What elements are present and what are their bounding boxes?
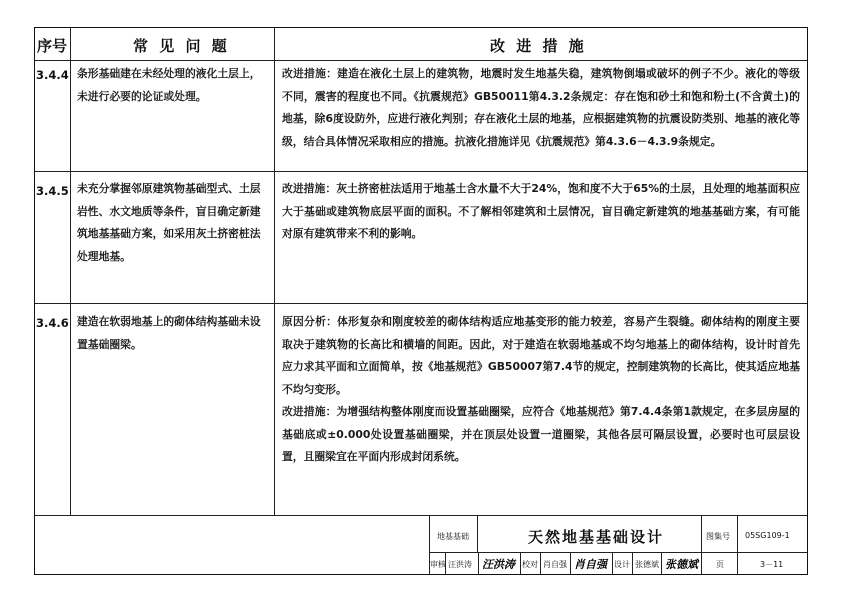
tb-divider	[520, 553, 521, 574]
tb-check-name: 肖自强	[543, 560, 567, 569]
row-problem: 建造在软弱地基上的砌体结构基础未设置基础圈梁。	[77, 315, 261, 351]
header-problem: 常 见 问 题	[133, 37, 230, 55]
measure-tag: 改进措施：	[282, 405, 337, 418]
col-divider-2	[274, 28, 275, 515]
measure-tag: 改进措施：	[282, 182, 337, 195]
tb-design-name: 张德斌	[635, 560, 659, 569]
tb-divider	[701, 516, 702, 574]
header-bottom-rule	[35, 60, 807, 61]
tb-divider	[540, 553, 541, 574]
table-bottom-rule	[35, 515, 807, 516]
header-measure: 改 进 措 施	[490, 37, 587, 55]
tb-review-name: 汪洪涛	[448, 560, 472, 569]
row-measure	[282, 63, 800, 153]
tb-page-label: 页	[716, 560, 724, 569]
cause-text: 体形复杂和刚度较差的砌体结构适应地基变形的能力较差，容易产生裂缝。砌体结构的刚度主要取决于建筑物的长高比和横墙的间距。因此，对于建造在软弱地基或不均匀地基上的砌体结构，设计时首先应力求其平面和立面简单，按《地基规范》GB50007第7.4节的规定，控制建筑物的长高比，使其适应地基不均匀变形。	[282, 315, 801, 396]
tb-design-signature: 张德斌	[665, 558, 698, 571]
tb-divider	[478, 553, 479, 574]
row-number: 3.4.6	[36, 316, 69, 330]
cause-tag: 原因分析：	[282, 315, 338, 328]
tb-check-label: 校对	[522, 560, 538, 569]
row-problem: 条形基础建在未经处理的液化土层上，未进行必要的论证或处理。	[77, 67, 261, 103]
tb-divider	[477, 516, 478, 552]
measure-text: 为增强结构整体刚度而设置基础圈梁，应符合《地基规范》第7.4.4条第1款规定，在多层房屋的基础底或±0.000处设置基础圈梁，并在顶层处设置一道圈梁，其他各层可隔层设置，必要时也可层层设置，且圈梁宜在平面内形成封闭系统。	[282, 405, 801, 463]
tb-atlas-label: 图集号	[706, 532, 730, 541]
row-problem: 未充分掌握邻原建筑物基础型式、土层岩性、水文地质等条件，盲目确定新建筑地基基础方案，如采用灰土挤密桩法处理地基。	[77, 182, 261, 263]
row-rule-1	[35, 171, 807, 172]
tb-section: 地基基础	[437, 532, 469, 541]
tb-review-signature: 汪洪涛	[482, 558, 515, 571]
tb-atlas-no: 05SG109-1	[745, 531, 790, 540]
row-number: 3.4.5	[36, 184, 69, 198]
row-number: 3.4.4	[36, 68, 69, 82]
tb-divider	[661, 553, 662, 574]
tb-review-label: 审核	[430, 560, 446, 569]
header-no: 序号	[37, 37, 68, 55]
row-rule-2	[35, 303, 807, 304]
measure-tag: 改进措施：	[282, 67, 338, 80]
row-measure	[282, 311, 800, 469]
tb-divider	[612, 553, 613, 574]
tb-divider	[570, 553, 571, 574]
row-measure	[282, 178, 800, 246]
tb-design-label: 设计	[614, 560, 630, 569]
tb-divider	[632, 553, 633, 574]
measure-text: 建造在液化土层上的建筑物，地震时发生地基失稳，建筑物倒塌或破坏的例子不少。液化的等级不同，震害的程度也不同。《抗震规范》GB50011第4.3.2条规定：存在饱和砂土和饱和粉土(不含黄土)的地基，除6度设防外，应进行液化判别；存在液化土层的地基，应根据建筑物的抗震设防类别、地基的液化等级，结合具体情况采取相应的措施。抗液化措施详见《抗震规范》第4.3.6－4.3.9条规定。	[282, 67, 801, 148]
measure-text: 灰土挤密桩法适用于地基土含水量不大于24%，饱和度不大于65%的土层，且处理的地基面积应大于基础或建筑物底层平面的面积。不了解相邻建筑和土层情况，盲目确定新建筑的地基基础方案，有可能对原有建筑带来不利的影响。	[282, 182, 800, 240]
tb-divider	[737, 516, 738, 574]
tb-rule	[429, 552, 807, 553]
tb-page-no: 3－11	[760, 560, 784, 569]
col-divider-1	[70, 28, 71, 515]
tb-check-signature: 肖自强	[574, 558, 607, 571]
tb-title: 天然地基基础设计	[528, 528, 665, 546]
